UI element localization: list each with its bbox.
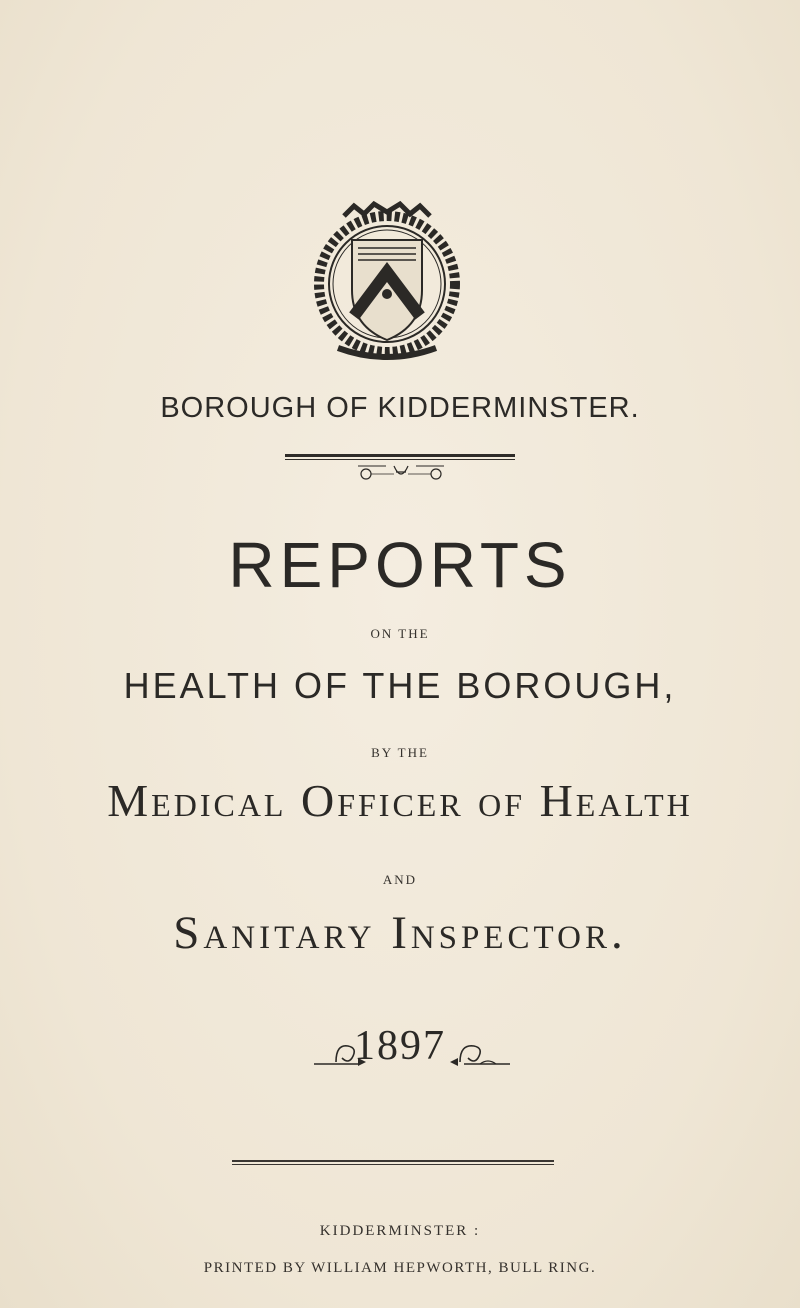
title-rule-thin	[285, 459, 515, 460]
year-line	[0, 1022, 800, 1082]
borough-title: BOROUGH OF KIDDERMINSTER.	[160, 392, 640, 424]
scroll-ornament-icon	[356, 462, 446, 484]
and-label: AND	[382, 872, 418, 887]
inspector-heading: Sanitary Inspector.	[173, 907, 627, 959]
by-the-label: BY THE	[371, 745, 429, 760]
imprint-place: KIDDERMINSTER :	[319, 1223, 481, 1239]
on-the-label: ON THE	[370, 626, 430, 641]
imprint-rule	[232, 1160, 554, 1162]
subject-heading: HEALTH OF THE BOROUGH,	[123, 665, 677, 706]
flourish-icon	[444, 1036, 510, 1068]
imprint-rule-thin	[232, 1164, 554, 1165]
report-year: 1897	[354, 1023, 446, 1069]
borough-crest-icon	[308, 198, 466, 364]
title-rule	[285, 454, 515, 457]
main-title: REPORTS	[228, 529, 572, 601]
officer-heading: Medical Officer of Health	[107, 775, 693, 826]
imprint-printer: PRINTED BY WILLIAM HEPWORTH, BULL RING.	[203, 1260, 597, 1276]
